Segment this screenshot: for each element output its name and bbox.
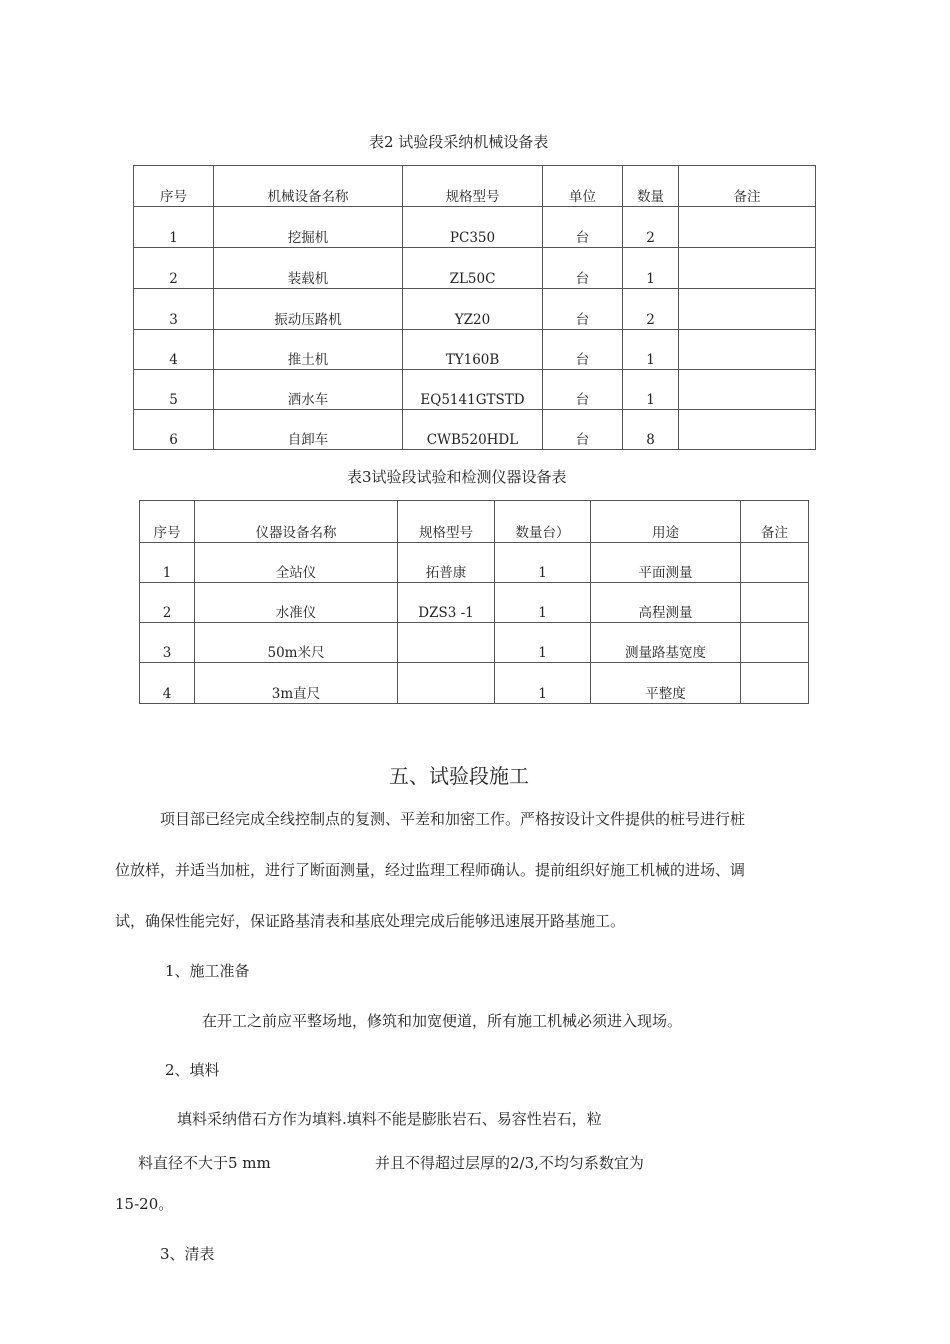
table-cell	[679, 289, 816, 330]
section-title: 五、试验段施工	[389, 764, 529, 788]
table-cell: 3	[134, 289, 214, 330]
sub1-text: 在开工之前应平整场地，修筑和加宽便道，所有施工机械必须进入现场。	[202, 1012, 683, 1030]
table-row	[134, 370, 816, 410]
table-cell: 1	[623, 248, 679, 289]
table-cell: 1	[495, 583, 591, 623]
table-cell: CWB520HDL	[403, 410, 543, 450]
table-cell: 8	[623, 410, 679, 450]
table-cell	[741, 663, 809, 704]
instrument-table	[139, 500, 809, 704]
table-header-cell: 序号	[134, 166, 214, 207]
table-cell: 测量路基宽度	[591, 623, 741, 663]
table-cell: 2	[140, 583, 195, 623]
table-header-cell: 机械设备名称	[214, 166, 403, 207]
table-header-cell: 规格型号	[398, 501, 495, 543]
table-cell: 3	[140, 623, 195, 663]
table-cell	[679, 370, 816, 410]
table-cell: 台	[543, 248, 623, 289]
table-cell: 挖掘机	[214, 207, 403, 248]
table-cell: DZS3 -1	[398, 583, 495, 623]
table-cell: 装载机	[214, 248, 403, 289]
sub2-line-2a: 料直径不大于5 mm	[138, 1154, 271, 1172]
table-cell: YZ20	[403, 289, 543, 330]
table-cell: PC350	[403, 207, 543, 248]
table-cell: 3m直尺	[195, 663, 398, 704]
table-cell: 6	[134, 410, 214, 450]
table-cell: 台	[543, 370, 623, 410]
table-row	[140, 623, 809, 663]
equipment-table	[133, 165, 816, 450]
table-cell: 自卸车	[214, 410, 403, 450]
table-header-row	[134, 166, 816, 207]
table-cell: 水准仪	[195, 583, 398, 623]
table-row	[134, 289, 816, 330]
table-cell	[398, 623, 495, 663]
table-row	[134, 207, 816, 248]
table-cell	[398, 663, 495, 704]
table-cell: 1	[623, 330, 679, 370]
table-cell: 2	[623, 207, 679, 248]
table2-caption: 表2 试验段采纳机械设备表	[369, 133, 549, 151]
table-cell: 振动压路机	[214, 289, 403, 330]
intro-line-2: 位放样，并适当加桩，进行了断面测量，经过监理工程师确认。提前组织好施工机械的进场、调	[115, 861, 746, 879]
table-cell: 1	[134, 207, 214, 248]
sub2-line-3: 15-20。	[115, 1195, 174, 1213]
table-header-cell: 备注	[741, 501, 809, 543]
table-header-cell: 备注	[679, 166, 816, 207]
table-cell: 平面测量	[591, 543, 741, 583]
table-cell	[741, 543, 809, 583]
table-header-cell: 仪器设备名称	[195, 501, 398, 543]
sub2-line-2b: 并且不得超过层厚的2/3,不均匀系数宜为	[375, 1154, 644, 1172]
table-cell	[679, 330, 816, 370]
intro-line-1: 项目部已经完成全线控制点的复测、平差和加密工作。严格按设计文件提供的桩号进行桩	[160, 810, 746, 828]
table-cell: 50m米尺	[195, 623, 398, 663]
table-cell	[679, 207, 816, 248]
table-cell: 1	[623, 370, 679, 410]
table-cell	[679, 410, 816, 450]
table-cell: ZL50C	[403, 248, 543, 289]
table-cell: 洒水车	[214, 370, 403, 410]
table-cell: 2	[134, 248, 214, 289]
sub2-line-1: 填料采纳借石方作为填料.填料不能是膨胀岩石、易容性岩石，粒	[177, 1110, 602, 1128]
table-cell: 台	[543, 330, 623, 370]
table-cell: 1	[140, 543, 195, 583]
table-cell	[741, 583, 809, 623]
table-header-cell: 数量	[623, 166, 679, 207]
table-header-row	[140, 501, 809, 543]
table-row	[134, 248, 816, 289]
table-row	[140, 583, 809, 623]
table-cell: 拓普康	[398, 543, 495, 583]
sub3-title: 3、清表	[160, 1245, 215, 1263]
table-cell: 高程测量	[591, 583, 741, 623]
table-row	[134, 410, 816, 450]
table-cell: EQ5141GTSTD	[403, 370, 543, 410]
table-header-cell: 序号	[140, 501, 195, 543]
table-cell: TY160B	[403, 330, 543, 370]
table3-caption: 表3试验段试验和检测仪器设备表	[347, 468, 567, 486]
table-cell: 全站仪	[195, 543, 398, 583]
table-cell: 台	[543, 289, 623, 330]
table-header-cell: 数量台）	[495, 501, 591, 543]
table-header-cell: 规格型号	[403, 166, 543, 207]
table-cell: 4	[134, 330, 214, 370]
table-cell: 台	[543, 207, 623, 248]
table-cell: 1	[495, 663, 591, 704]
table-cell: 1	[495, 543, 591, 583]
table-header-cell: 用途	[591, 501, 741, 543]
intro-line-3: 试，确保性能完好，保证路基清表和基底处理完成后能够迅速展开路基施工。	[115, 912, 626, 930]
table-cell	[741, 623, 809, 663]
table-row	[140, 663, 809, 704]
table-header-cell: 单位	[543, 166, 623, 207]
table-cell: 2	[623, 289, 679, 330]
table-cell	[679, 248, 816, 289]
sub2-title: 2、填料	[165, 1061, 220, 1079]
table-cell: 推土机	[214, 330, 403, 370]
sub1-title: 1、施工准备	[165, 962, 250, 980]
table-cell: 1	[495, 623, 591, 663]
table-cell: 5	[134, 370, 214, 410]
table-row	[134, 330, 816, 370]
table-cell: 台	[543, 410, 623, 450]
table-cell: 平整度	[591, 663, 741, 704]
table-cell: 4	[140, 663, 195, 704]
table-row	[140, 543, 809, 583]
